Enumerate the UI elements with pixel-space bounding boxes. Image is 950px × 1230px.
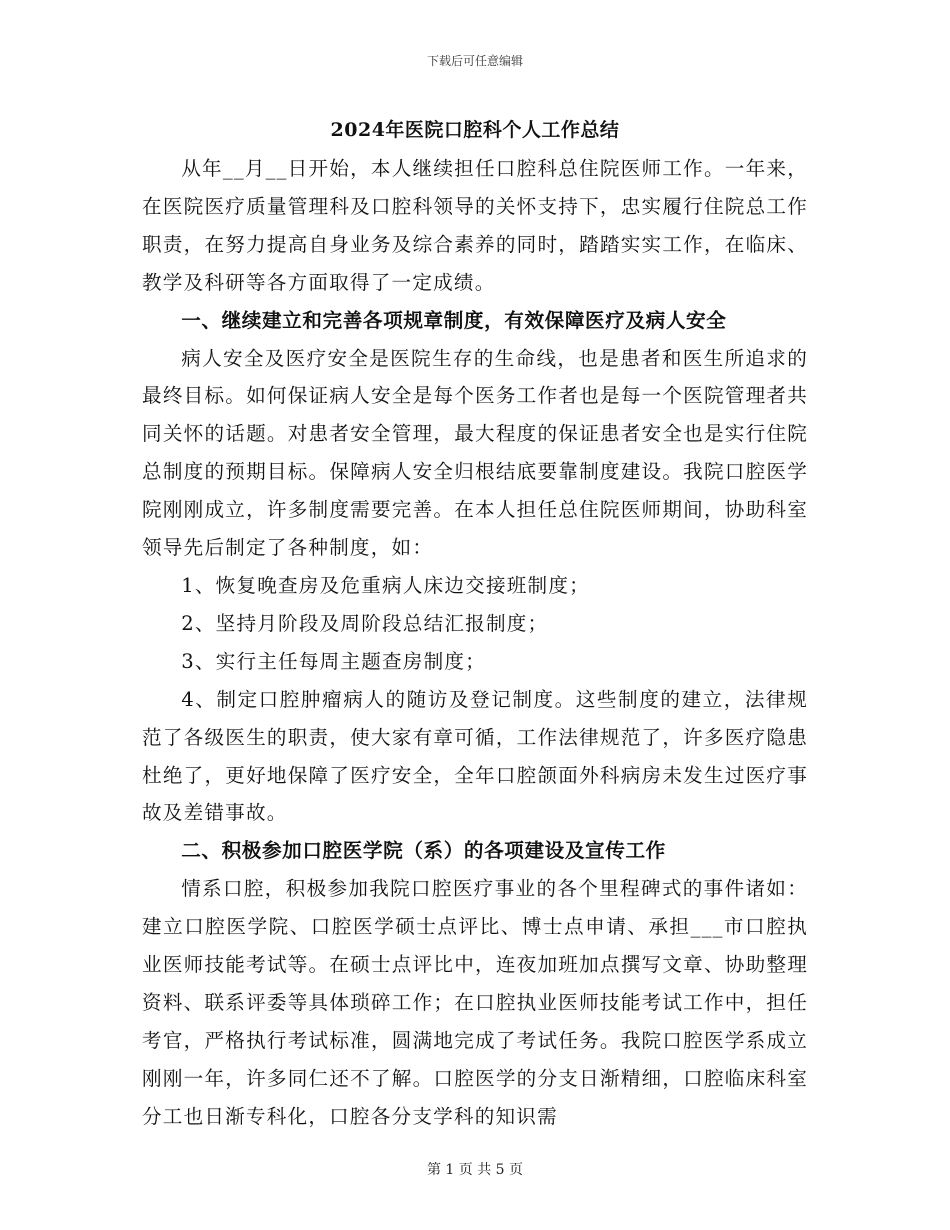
section-heading-2: 二、积极参加口腔医学院（系）的各项建设及宣传工作 (181, 839, 666, 863)
header-note: 下载后可任意编辑 (426, 54, 523, 68)
intro-paragraph: 从年__月__日开始，本人继续担任口腔科总住院医师工作。一年来，在医院医疗质量管理科及口腔科领导的关怀支持下，忠实履行住院总工作职责，在努力提高自身业务及综合素养的同时，踏踏实实工作，在临床、教学及科研等各方面取得了一定成绩。 (142, 157, 808, 294)
list-item-3: 3、实行主任每周主题查房制度； (181, 649, 486, 673)
document-body (142, 150, 808, 1136)
section-heading-1: 一、继续建立和完善各项规章制度，有效保障医疗及病人安全 (181, 308, 727, 332)
body-paragraph: 情系口腔，积极参加我院口腔医疗事业的各个里程碑式的事件诸如：建立口腔医学院、口腔医学硕士点评比、博士点申请、承担___市口腔执业医师技能考试等。在硕士点评比中，连夜加班加点撰写文章、协助整理资料、联系评委等具体琐碎工作；在口腔执业医师技能考试工作中，担任考官，严格执行考试标准，圆满地完成了考试任务。我院口腔医学系成立刚刚一年，许多同仁还不了解。口腔医学的分支日渐精细，口腔临床科室分工也日渐专科化，口腔各分支学科的知识需 (142, 877, 808, 1128)
list-item-1: 1、恢复晚查房及危重病人床边交接班制度； (181, 573, 590, 597)
document-title: 2024年医院口腔科个人工作总结 (330, 119, 620, 141)
list-item-2: 2、坚持月阶段及周阶段总结汇报制度； (181, 611, 549, 635)
page-number: 第 1 页 共 5 页 (426, 1162, 524, 1178)
body-paragraph: 病人安全及医疗安全是医院生存的生命线，也是患者和医生所追求的最终目标。如何保证病人安全是每个医务工作者也是每一个医院管理者共同关怀的话题。对患者安全管理，最大程度的保证患者安全也是实行住院总制度的预期目标。保障病人安全归根结底要靠制度建设。我院口腔医学院刚刚成立，许多制度需要完善。在本人担任总住院医师期间，协助科室领导先后制定了各种制度，如： (142, 346, 808, 560)
list-item-4: 4、制定口腔肿瘤病人的随访及登记制度。这些制度的建立，法律规范了各级医生的职责，使大家有章可循，工作法律规范了，许多医疗隐患杜绝了，更好地保障了医疗安全，全年口腔颌面外科病房未发生过医疗事故及差错事故。 (142, 687, 808, 825)
